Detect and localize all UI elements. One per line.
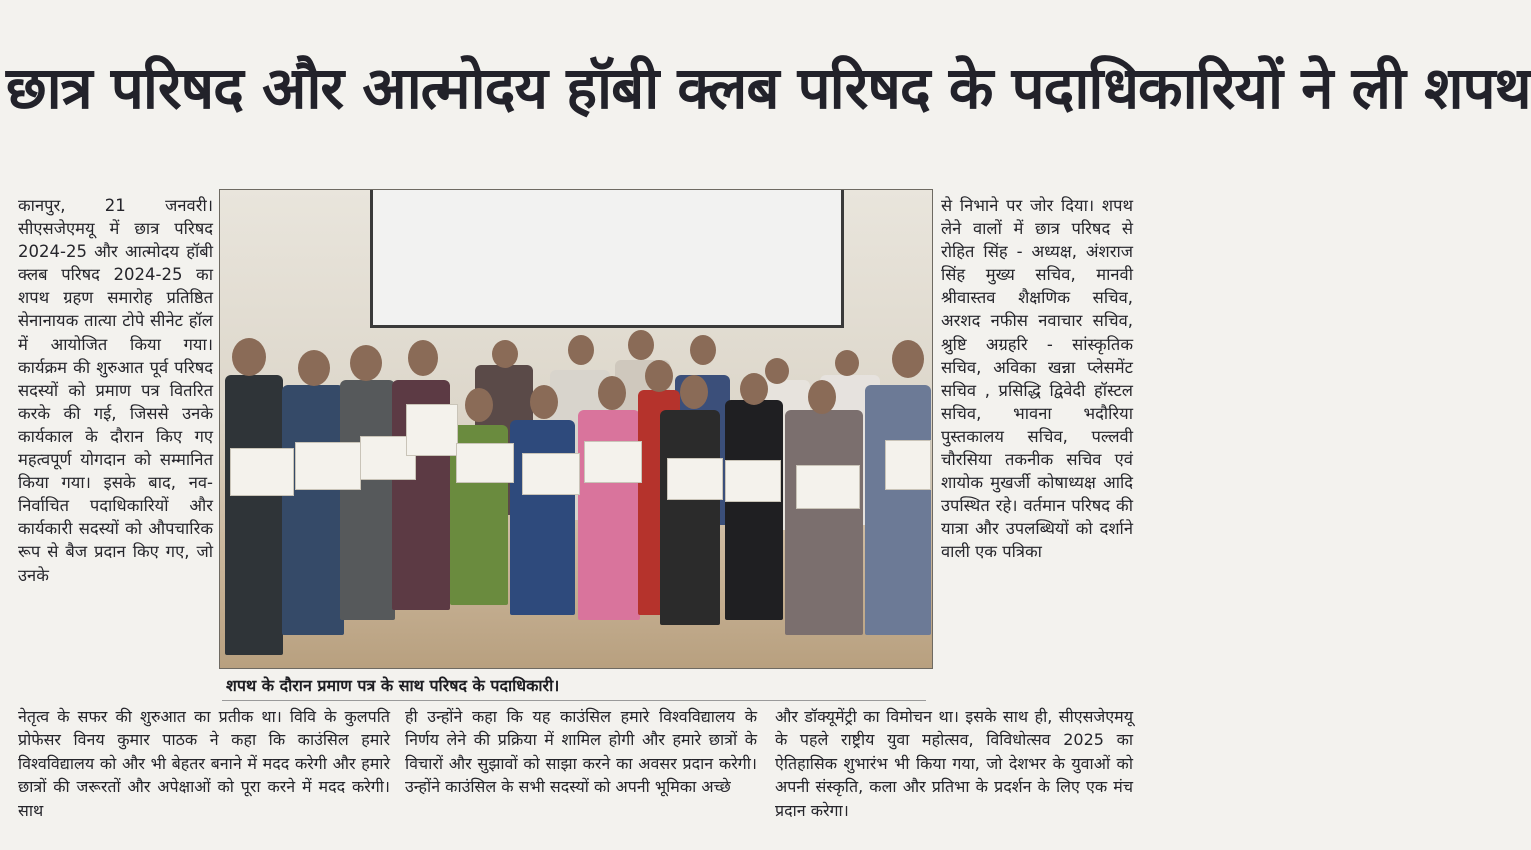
article-column-left: [18, 194, 213, 587]
paragraph: ही उन्होंने कहा कि यह काउंसिल हमारे विश्वविद्यालय के निर्णय लेने की प्रक्रिया में शामिल होगी और हमारे छात्रों के विचारों और सुझावों को साझा करने का अवसर प्रदान करेगी। उन्होंने काउंसिल के सभी सदस्यों को अपनी भूमिका अच्छे: [405, 707, 757, 797]
article-bottom-col-3: [775, 705, 1133, 822]
news-photo: [219, 189, 933, 669]
paragraph: कानपुर, 21 जनवरी। सीएसजेएमयू में छात्र परिषद 2024-25 और आत्मोदय हॉबी क्लब परिषद 2024-25 का शपथ ग्रहण समारोह प्रतिष्ठित सेनानायक तात्या टोपे सीनेट हॉल में आयोजित किया गया। कार्यक्रम की शुरुआत पूर्व परिषद सदस्यों को प्रमाण पत्र वितरित करके की गई, जिससे उनके कार्यकाल के दौरान किए गए महत्वपूर्ण योगदान को सम्मानित किया गया। इसके बाद, नव-निर्वाचित पदाधिकारियों और कार्यकारी सदस्यों को औपचारिक रूप से बैज प्रदान किए गए, जो उनके: [18, 196, 213, 585]
article-bottom-col-2: [405, 705, 757, 799]
article-bottom-col-1: [18, 705, 390, 822]
photo-caption: शपथ के दौरान प्रमाण पत्र के साथ परिषद के पदाधिकारी।: [226, 676, 560, 695]
paragraph: से निभाने पर जोर दिया। शपथ लेने वालों में छात्र परिषद से रोहित सिंह - अध्यक्ष, अंशराज सिंह मुख्य सचिव, मानवी श्रीवास्तव शैक्षणिक सचिव, अरशद नफीस नवाचार सचिव, श्रुष्टि अग्रहरि - सांस्कृतिक सचिव, अविका खन्ना प्लेसमेंट सचिव , प्रसिद्धि द्विवेदी हॉस्टल सचिव, भावना भदौरिया पुस्तकालय सचिव, पल्लवी चौरसिया तकनीक सचिव एवं शायोक मुखर्जी कोषाध्यक्ष आदि उपस्थित रहे। वर्तमान परिषद की यात्रा और उपलब्धियों को दर्शाने वाली एक पत्रिका: [941, 196, 1133, 562]
paragraph: नेतृत्व के सफर की शुरुआत का प्रतीक था। विवि के कुलपति प्रोफेसर विनय कुमार पाठक ने कहा कि काउंसिल हमारे विश्वविद्यालय को और भी बेहतर बनाने में मदद करेगी और हमारे छात्रों की जरूरतों और अपेक्षाओं को पूरा करने में मदद करेगी। साथ: [18, 707, 390, 820]
paragraph: और डॉक्यूमेंट्री का विमोचन था। इसके साथ ही, सीएसजेएमयू के पहले राष्ट्रीय युवा महोत्सव, विविधोत्सव 2025 का ऐतिहासिक शुभारंभ भी किया गया, जो देशभर के युवाओं को अपनी संस्कृति, कला और प्रतिभा के प्रदर्शन के लिए एक मंच प्रदान करेगा।: [775, 707, 1133, 820]
article-column-right: [941, 194, 1133, 564]
divider: [222, 700, 926, 701]
headline: छात्र परिषद और आत्मोदय हॉबी क्लब परिषद के पदाधिकारियों ने ली शपथ: [6, 54, 1531, 122]
projector-screen: [370, 190, 844, 328]
